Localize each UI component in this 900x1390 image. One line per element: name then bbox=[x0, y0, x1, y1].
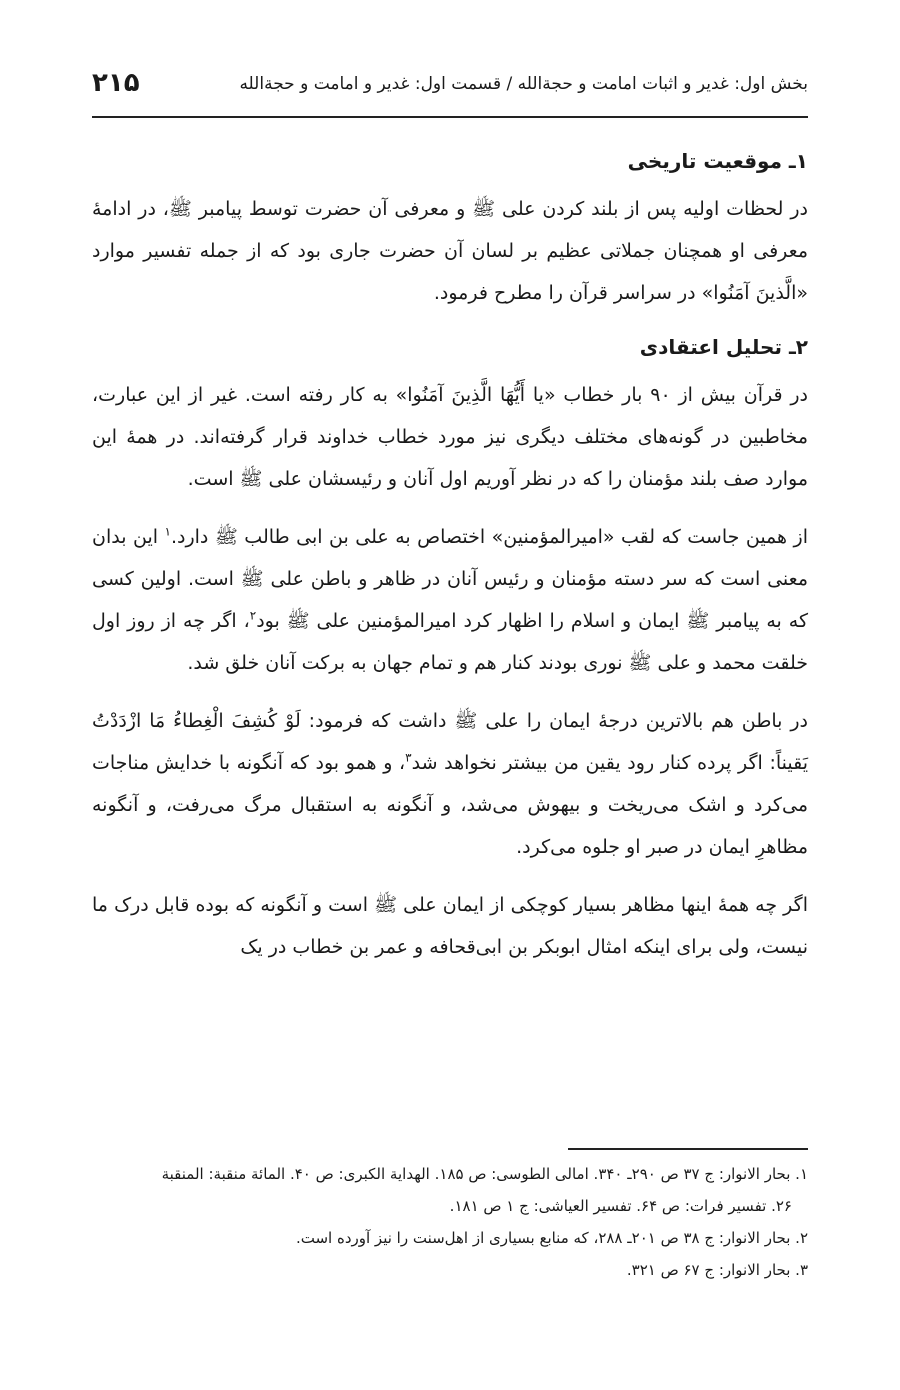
paragraph: اگر چه همهٔ اینها مظاهر بسیار کوچکی از ایمان علی ﷺ است و آنگونه که بوده قابل درک ما نیست، ولی برای اینکه امثال ابوبکر بن ابی‌قحافه و عمر بن خطاب در یک bbox=[92, 894, 808, 958]
paragraph-text: از همین جاست که لقب «امیرالمؤمنین» اختصاص به علی بن ابی طالب ﷺ دارد. bbox=[170, 526, 808, 548]
header-rule bbox=[92, 116, 808, 118]
paragraph-text: ، و همو بود که آنگونه با خدایش مناجات می‌کرد و اشک می‌ریخت و بیهوش می‌شد، و آنگونه به استقبال مرگ می‌رفت، و آنگونه مظاهرِ ایمان در صبر او جلوه می‌کرد. bbox=[92, 752, 808, 858]
section-heading-doctrinal-analysis: ۲ـ تحلیل اعتقادی bbox=[639, 335, 808, 359]
paragraph-text: این بدان معنی است که سر دسته مؤمنان و رئیس آنان در ظاهر و باطن علی ﷺ است. اولین کسی که به پیامبر ﷺ ایمان و اسلام را اظهار کرد امیرالمؤمنین علی ﷺ بود bbox=[92, 526, 809, 632]
paragraph-text: در باطن هم بالاترین درجهٔ ایمان را علی ﷺ داشت که فرمود: لَوْ کُشِفَ الْغِطاءُ مَا ازْدَدْتُ یَقیناً: اگر پرده کنار رود یقین من بیشتر نخواهد شد bbox=[92, 710, 808, 774]
paragraph-text: ، اگر چه از روز اول خلقت محمد و علی ﷺ نوری بودند کنار هم و تمام جهان به برکت آنان خلق شد. bbox=[92, 610, 808, 674]
footnote-separator bbox=[568, 1148, 808, 1150]
footnotes bbox=[92, 1160, 808, 1288]
footnote: ۱. بحار الانوار: ج ۳۷ ص ۲۹۰ـ ۳۴۰. امالی الطوسی: ص ۱۸۵. الهدایة الکبری: ص ۴۰. المائة منقبة: المنقبة bbox=[161, 1165, 808, 1183]
page bbox=[92, 0, 808, 1390]
footnote-continuation: ۲۶. تفسیر فرات: ص ۶۴. تفسیر العیاشی: ج ۱ ص ۱۸۱. bbox=[449, 1197, 792, 1215]
paragraph: در لحظات اولیه پس از بلند کردن علی ﷺ و معرفی آن حضرت توسط پیامبر ﷺ، در ادامهٔ معرفی او همچنان جملاتی عظیم بر لسان آن حضرت جاری بود که از جمله تفسیر موارد «الَّذینَ آمَنُوا» در سراسر قرآن را مطرح فرمود. bbox=[92, 198, 808, 304]
page-header bbox=[92, 68, 808, 108]
section-heading-historical-position: ۱ـ موقعیت تاریخی bbox=[627, 149, 808, 173]
running-title: بخش اول: غدیر و اثبات امامت و حجةالله / قسمت اول: غدیر و امامت و حجةالله bbox=[239, 74, 808, 94]
paragraph: در قرآن بیش از ۹۰ بار خطاب «یا أَیُّهَا الَّذِینَ آمَنُوا» به کار رفته است. غیر از این عبارت، مخاطبین در گونه‌های مختلف دیگری نیز مورد خطاب خداوند قرار گرفته‌اند. در همهٔ این موارد صف بلند مؤمنان را که در نظر آوریم اول آنان و رئیسشان علی ﷺ است. bbox=[92, 384, 809, 490]
body-content bbox=[92, 144, 808, 984]
page-number: ۲۱۵ bbox=[92, 68, 140, 98]
footnote-ref[interactable]: ۲ bbox=[249, 608, 257, 623]
footnote-ref[interactable]: ۱ bbox=[164, 524, 171, 539]
paragraph bbox=[92, 700, 808, 868]
paragraph bbox=[92, 516, 808, 684]
footnote: ۳. بحار الانوار: ج ۶۷ ص ۳۲۱. bbox=[626, 1261, 808, 1279]
footnote-ref[interactable]: ۳ bbox=[405, 750, 412, 765]
footnote: ۲. بحار الانوار: ج ۳۸ ص ۲۰۱ـ ۲۸۸، که منابع بسیاری از اهل‌سنت را نیز آورده است. bbox=[295, 1229, 808, 1247]
